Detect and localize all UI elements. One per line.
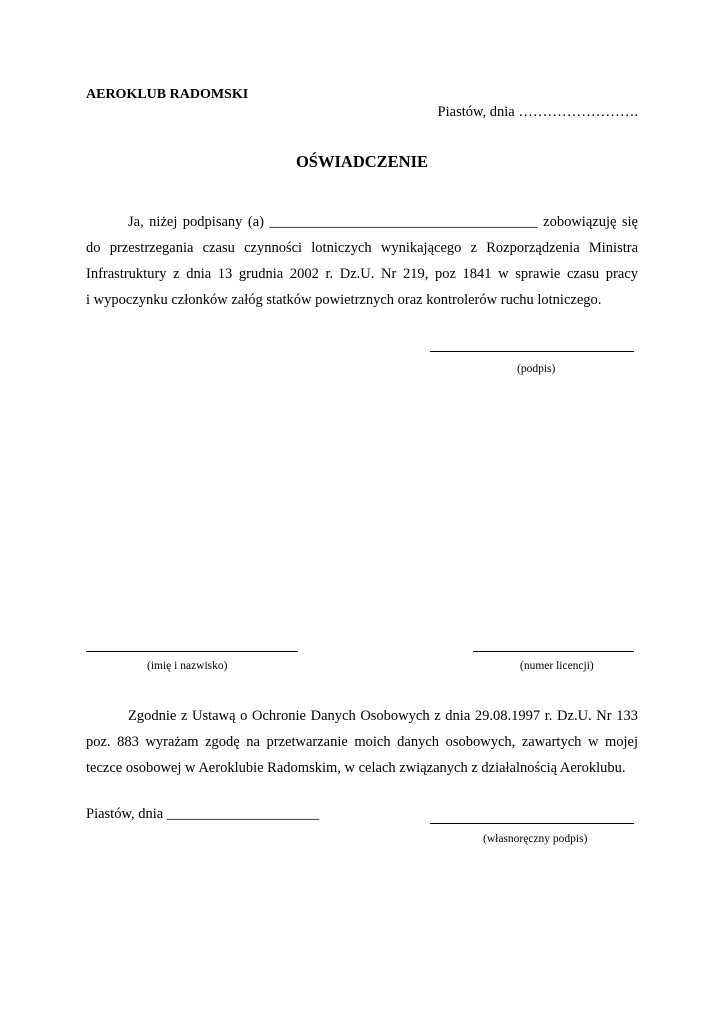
own-signature-line[interactable]	[430, 823, 634, 824]
own-signature-caption: (własnoręczny podpis)	[483, 833, 588, 845]
organization-name: AEROKLUB RADOMSKI	[86, 87, 249, 102]
document-title: OŚWIADCZENIE	[295, 152, 429, 171]
consent-paragraph	[86, 703, 638, 781]
name-caption: (imię i nazwisko)	[147, 660, 228, 672]
signature-caption: (podpis)	[517, 363, 556, 375]
place-date-footer: Piastów, dnia _____________________	[86, 806, 320, 822]
license-number-line[interactable]	[473, 651, 634, 652]
declaration-paragraph	[86, 209, 638, 313]
consent-line: poz. 883 wyrażam zgodę na przetwarzanie moich danych osobowych, zawartych w mojej	[86, 734, 638, 750]
signature-line[interactable]	[430, 351, 634, 352]
declaration-line: Infrastruktury z dnia 13 grudnia 2002 r. Dz.U. Nr 219, poz 1841 w sprawie czasu pracy	[86, 266, 638, 282]
name-line[interactable]	[86, 651, 298, 652]
declaration-line: Ja, niżej podpisany (a) _____________________________________ zobowiązuję się	[128, 214, 638, 230]
declaration-line: i wypoczynku członków załóg statków powietrznych oraz kontrolerów ruchu lotniczego.	[86, 292, 602, 308]
place-date-header: Piastów, dnia …………………….	[437, 104, 638, 120]
consent-line: teczce osobowej w Aeroklubie Radomskim, w celach związanych z działalnością Aeroklubu.	[86, 760, 626, 776]
declaration-line: do przestrzegania czasu czynności lotniczych wynikającego z Rozporządzenia Ministra	[86, 240, 638, 256]
license-number-caption: (numer licencji)	[520, 660, 594, 672]
consent-line: Zgodnie z Ustawą o Ochronie Danych Osobowych z dnia 29.08.1997 r. Dz.U. Nr 133	[128, 708, 638, 724]
